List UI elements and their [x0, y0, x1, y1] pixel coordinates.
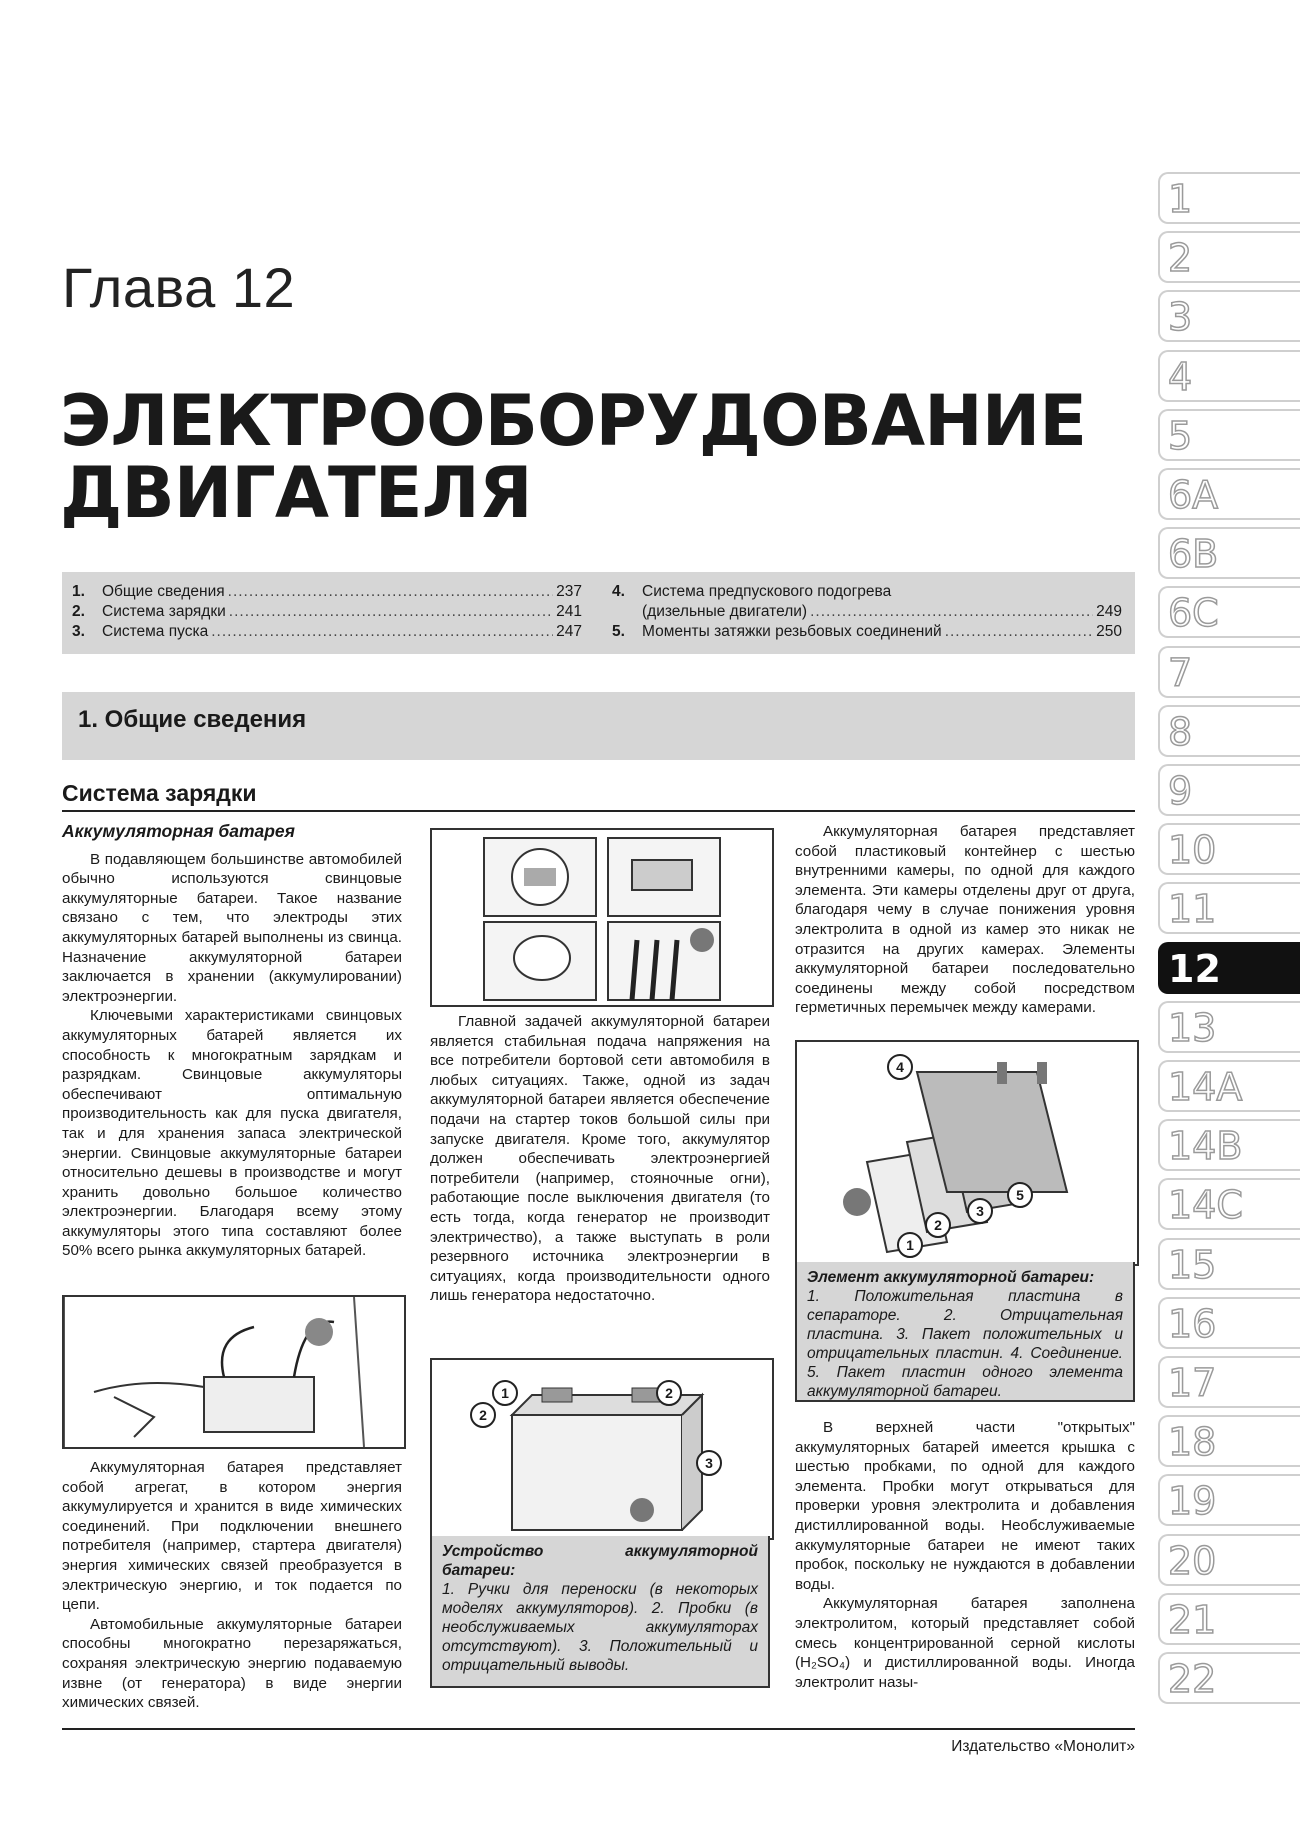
- toc-item-title: Система пуска: [102, 623, 209, 640]
- chapter-tab-20[interactable]: 20: [1158, 1534, 1300, 1586]
- toc-leader: [229, 602, 553, 622]
- toc-item-page: 247: [556, 623, 582, 640]
- section-title: 1. Общие сведения: [78, 706, 307, 733]
- callout-3: 3: [696, 1450, 722, 1476]
- figure-caption-battery-element: [795, 1262, 1135, 1402]
- toc-item-page: 237: [556, 583, 582, 600]
- toc-right-column: [602, 582, 1122, 642]
- chapter-tab-14a[interactable]: 14A: [1158, 1060, 1300, 1112]
- toc-item[interactable]: [602, 582, 1122, 602]
- chapter-tab-16[interactable]: 16: [1158, 1297, 1300, 1349]
- toc-item-title: Система зарядки: [102, 603, 226, 620]
- chapter-tab-14c[interactable]: 14C: [1158, 1178, 1300, 1230]
- chapter-tab-10[interactable]: 10: [1158, 823, 1300, 875]
- chapter-tab-6a[interactable]: 6A: [1158, 468, 1300, 520]
- figure-battery-installed: [62, 1295, 406, 1449]
- toc-item-page: 249: [1096, 603, 1122, 620]
- toc-item-title: Система предпускового подогрева: [642, 583, 892, 600]
- toc-item[interactable]: [62, 582, 582, 602]
- paragraph: В подавляющем большинстве автомобилей обычно используются свинцовые аккумуляторные батареи. Такое название связано с тем, что электроды этих аккумуляторных батарей выполнены из свинца. Назначение аккумуляторной батареи заключается в хранении (аккумулировании) электроэнергии.: [62, 850, 402, 1005]
- paragraph: Автомобильные аккумуляторные батареи способны многократно перезаряжаться, сохраняя электрическую энергию подаваемую извне (от генератора) в виде энергии химических связей.: [62, 1615, 402, 1712]
- chapter-tab-15[interactable]: 15: [1158, 1238, 1300, 1290]
- toc-item-number: 5.: [612, 623, 625, 640]
- toc-item-title: Общие сведения: [102, 583, 225, 600]
- toc-item-continued[interactable]: [602, 602, 1122, 622]
- text-column-1: [62, 822, 402, 1261]
- chapter-tab-3[interactable]: 3: [1158, 290, 1300, 342]
- callout-3: 3: [967, 1198, 993, 1224]
- table-of-contents: [62, 572, 1135, 654]
- paragraph: Аккумуляторная батарея представляет собой агрегат, в котором энергия аккумулируется и хранится в виде химических соединений. При подключении внешнего потребителя (например, стартера двигателя) энергия химических связей преобразуется в электрическую энергию, и ток подается по цепи.: [62, 1459, 402, 1614]
- chapter-tab-1[interactable]: 1: [1158, 172, 1300, 224]
- chapter-tab-12[interactable]: 12: [1158, 942, 1300, 994]
- callout-1: 1: [492, 1380, 518, 1406]
- paragraph: Аккумуляторная батарея представляет собой пластиковый контейнер с шестью внутренними камеры, по одной для каждого элемента. Эти камеры отделены друг от друга, благодаря чему в случае понижения уровня электролита в одной из камер это никак не отразится на других камерах. Элементы аккумуляторной батареи последовательно соединены между собой посредством герметичных перемычек между камерами.: [795, 823, 1135, 1017]
- chapter-tab-19[interactable]: 19: [1158, 1474, 1300, 1526]
- chapter-tab-18[interactable]: 18: [1158, 1415, 1300, 1467]
- callout-2: 2: [925, 1212, 951, 1238]
- callout-4: 4: [887, 1054, 913, 1080]
- chapter-title: [60, 380, 1087, 534]
- battery-element-illustration: [797, 1042, 1137, 1264]
- callout-5: 5: [1007, 1182, 1033, 1208]
- chapter-tab-22[interactable]: 22: [1158, 1652, 1300, 1704]
- figure-battery-components: [430, 828, 774, 1007]
- toc-item-page: 250: [1096, 623, 1122, 640]
- figure-battery-element: [795, 1040, 1139, 1266]
- chapter-tab-21[interactable]: 21: [1158, 1593, 1300, 1645]
- chapter-tab-11[interactable]: 11: [1158, 882, 1300, 934]
- toc-item-number: 4.: [612, 583, 625, 600]
- toc-item-page: 241: [556, 603, 582, 620]
- toc-leader: [945, 622, 1093, 642]
- publisher-name: Издательство «Монолит»: [951, 1738, 1135, 1755]
- footer-rule: [62, 1728, 1135, 1730]
- callout-2: 2: [470, 1402, 496, 1428]
- paragraph: Главной задачей аккумуляторной батареи является стабильная подача напряжения на все потребители бортовой сети автомобиля в любых ситуациях. Также, одной из задач аккумуляторной батареи является обеспечение подачи на стартер токов большой силы при запуске двигателя. Кроме того, аккумулятор должен обеспечивать электроэнергией потребители (например, стояночные огни), работающие после выключения двигателя (то есть тогда, когда генератор не производит электричество), а также выступать в роли резервного источника электроэнергии в ситуациях, когда производительности одного лишь генератора недостаточно.: [430, 1013, 770, 1305]
- toc-item-title: (дизельные двигатели): [642, 603, 808, 620]
- toc-leader: [228, 582, 553, 602]
- text-column-3: [795, 822, 1135, 1018]
- paragraph-heading: Аккумуляторная батарея: [62, 821, 295, 841]
- chapter-tab-6c[interactable]: 6C: [1158, 586, 1300, 638]
- toc-left-column: [62, 582, 582, 642]
- chapter-tab-9[interactable]: 9: [1158, 764, 1300, 816]
- battery-device-illustration: [432, 1360, 772, 1538]
- subsection-rule: [62, 810, 1135, 812]
- toc-item-number: 2.: [72, 603, 85, 620]
- paragraph: Ключевыми характеристиками свинцовых аккумуляторных батарей является их способность к многократным зарядкам и разрядкам. Свинцовые аккумуляторы обеспечивают оптимальную производительность как для пуска двигателя, так и для хранения запаса электрической энергии. Свинцовые аккумуляторные батареи относительно дешевы в производстве и могут хранить довольно большое количество электроэнергии. Благодаря всему этому аккумуляторы этого типа составляют более 50% всего рынка аккумуляторных батарей.: [62, 1007, 402, 1260]
- chapter-tab-4[interactable]: 4: [1158, 350, 1300, 402]
- subsection-heading: Система зарядки: [62, 780, 257, 806]
- chapter-tab-5[interactable]: 5: [1158, 409, 1300, 461]
- chapter-title-line1: ЭЛЕКТРООБОРУДОВАНИЕ: [60, 380, 1087, 462]
- text-column-2: [430, 1012, 770, 1306]
- chapter-tab-14b[interactable]: 14B: [1158, 1119, 1300, 1171]
- toc-item-title: Моменты затяжки резьбовых соединений: [642, 623, 942, 640]
- chapter-label: Глава 12: [62, 256, 296, 319]
- figure-battery-device: [430, 1358, 774, 1540]
- caption-body: 1. Ручки для переноски (в некоторых моделях аккумуляторов). 2. Пробки (в необслуживаемых аккумуляторах отсутствуют). 3. Положительный и отрицательный выводы.: [442, 1581, 758, 1674]
- paragraph: Аккумуляторная батарея заполнена электролитом, который представляет собой смесь концентрированной серной кислоты (H₂SO₄) и дистиллированной воды. Иногда электролит назы-: [795, 1595, 1135, 1691]
- chapter-title-line2: ДВИГАТЕЛЯ: [60, 452, 532, 534]
- chapter-tab-7[interactable]: 7: [1158, 646, 1300, 698]
- text-column-1-continued: [62, 1458, 402, 1713]
- section-heading: [62, 692, 1135, 760]
- toc-item[interactable]: [602, 622, 1122, 642]
- caption-title: Элемент аккумуляторной батареи:: [807, 1269, 1095, 1286]
- chapter-tab-8[interactable]: 8: [1158, 705, 1300, 757]
- chapter-tab-2[interactable]: 2: [1158, 231, 1300, 283]
- paragraph: В верхней части "открытых" аккумуляторных батарей имеется крышка с шестью пробками, по одной для каждого элемента. Пробки могут открываться для проверки уровня электролита и добавления дистиллированной воды. Необслуживаемые аккумуляторные батареи не имеют таких пробок, поскольку не нуждаются в добавлении воды.: [795, 1419, 1135, 1593]
- caption-title: Устройство аккумуляторной батареи:: [442, 1543, 758, 1579]
- toc-item[interactable]: [62, 602, 582, 622]
- chapter-tab-6b[interactable]: 6B: [1158, 527, 1300, 579]
- caption-body: 1. Положительная пластина в сепараторе. 2. Отрицательная пластина. 3. Пакет положительных и отрицательных пластин. 4. Соединение. 5. Пакет пластин одного элемента аккумуляторной батареи.: [807, 1288, 1123, 1400]
- components-illustration: [432, 830, 772, 1005]
- callout-1: 1: [897, 1232, 923, 1258]
- toc-item[interactable]: [62, 622, 582, 642]
- battery-installed-illustration: [64, 1297, 404, 1447]
- chapter-tab-13[interactable]: 13: [1158, 1001, 1300, 1053]
- text-column-3-continued: [795, 1418, 1135, 1692]
- figure-caption-battery-device: [430, 1536, 770, 1688]
- callout-2b: 2: [656, 1380, 682, 1406]
- chapter-tab-17[interactable]: 17: [1158, 1356, 1300, 1408]
- toc-leader: [211, 622, 553, 642]
- toc-item-number: 1.: [72, 583, 85, 600]
- toc-leader: [810, 602, 1093, 622]
- toc-item-number: 3.: [72, 623, 85, 640]
